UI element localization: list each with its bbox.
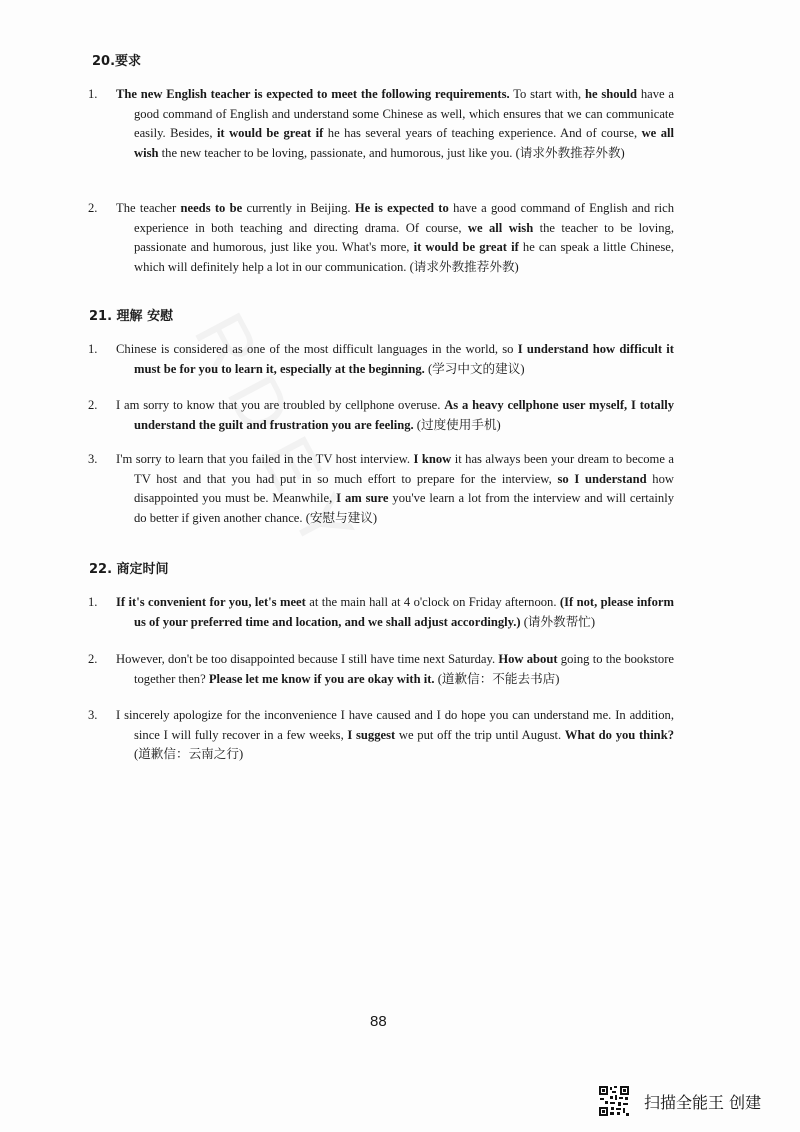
emphasized-phrase: What do you think? <box>564 727 674 742</box>
text-run: going to the bookstore together then? <box>134 652 674 686</box>
text-run: Chinese is considered as one of the most difficult languages in the world, so <box>116 342 518 356</box>
item-number: 3. <box>88 708 98 722</box>
section-heading-22: 22. 商定时间 <box>89 562 169 577</box>
text-run: However, don't be too disappointed because I still have time next Saturday. <box>116 652 499 666</box>
emphasized-phrase: I suggest <box>347 727 396 742</box>
text-run: the new teacher to be loving, passionate, and humorous, just like you. (请求外教推荐外教) <box>158 145 625 160</box>
text-run: how disappointed you must be. Meanwhile, <box>134 471 674 505</box>
text-run: it has always been your dream to become a TV host and that you had put in so much effort to prepare for the interview, <box>134 452 674 486</box>
emphasized-phrase: we all wish <box>467 220 534 235</box>
emphasized-phrase: he should <box>584 87 638 101</box>
emphasized-phrase: If it's convenient for you, let's meet <box>116 595 306 609</box>
emphasized-phrase: needs to be <box>180 201 243 215</box>
item-number: 1. <box>88 342 98 356</box>
item-text <box>116 396 674 435</box>
text-run: at the main hall at 4 o'clock on Friday afternoon. <box>305 595 560 609</box>
text-run: (学习中文的建议) <box>424 361 525 376</box>
text-run: have a good command of English and understand some Chinese as well, which ensures that we can communicate easily. Besides, <box>134 87 675 140</box>
emphasized-phrase: (If not, please inform us of your preferred time and location, and we shall adjust accordingly.) <box>134 595 674 629</box>
text-run: (道歉信：云南之行) <box>134 747 244 761</box>
emphasized-phrase: He is expected to <box>354 201 449 215</box>
text-run: To start with, <box>509 87 585 101</box>
text-run: currently in Beijing. <box>242 201 355 215</box>
item-text <box>116 199 675 277</box>
item-number: 3. <box>88 452 98 466</box>
section-heading-21: 21. 理解 安慰 <box>89 309 174 324</box>
text-run: have a good command of English and rich experience in both teaching and directing drama. Of course, <box>134 201 674 235</box>
emphasized-phrase: it would be great if <box>216 126 324 140</box>
text-run: (请外教帮忙) <box>520 614 596 629</box>
text-run: The teacher <box>116 201 181 215</box>
text-run: (过度使用手机) <box>413 417 501 432</box>
text-run: we put off the trip until August. <box>395 727 565 742</box>
scanner-footer <box>598 1083 761 1119</box>
text-run: the teacher to be loving, passionate and humorous, just like you. What's more, <box>134 220 674 254</box>
item-text <box>116 706 674 765</box>
emphasized-phrase: I know <box>413 452 452 466</box>
emphasized-phrase: How about <box>498 652 558 666</box>
item-number: 2. <box>88 201 98 215</box>
scanner-credit: 扫描全能王 创建 <box>644 1092 762 1112</box>
emphasized-phrase: I understand how difficult it must be for you to learn it, especially at the beginning. <box>134 342 675 376</box>
emphasized-phrase: As a heavy cellphone user myself, I totally understand the guilt and frustration you are feeling. <box>134 398 674 432</box>
item-number: 2. <box>88 398 98 412</box>
item-text <box>116 650 674 689</box>
page-number: 88 <box>370 1013 387 1030</box>
item-text <box>116 340 675 379</box>
emphasized-phrase: I am sure <box>336 491 389 505</box>
emphasized-phrase: The new English teacher is expected to meet the following requirements. <box>116 87 510 101</box>
text-run: I am sorry to know that you are troubled by cellphone overuse. <box>116 398 445 412</box>
item-text <box>116 450 674 528</box>
item-text <box>116 593 674 632</box>
item-text <box>116 85 675 163</box>
text-run: I'm sorry to learn that you failed in the TV host interview. <box>116 452 414 466</box>
emphasized-phrase: it would be great if <box>413 240 519 254</box>
section-heading-20: 20.要求 <box>92 54 142 69</box>
text-run: he can speak a little Chinese, which will definitely help a lot in our communication. (请求外教推荐外教) <box>134 240 675 274</box>
emphasized-phrase: we all wish <box>134 126 674 160</box>
qr-code-icon <box>598 1085 630 1117</box>
emphasized-phrase: Please let me know if you are okay with it. <box>208 671 435 686</box>
item-number: 1. <box>88 87 98 101</box>
emphasized-phrase: so I understand <box>557 471 647 486</box>
item-number: 2. <box>88 652 98 666</box>
text-run: he has several years of teaching experience. And of course, <box>323 126 642 140</box>
text-run: you've learn a lot from the interview and will certainly do better if given another chance. (安慰与建议) <box>134 491 674 525</box>
text-run: I sincerely apologize for the inconvenience I have caused and I do hope you can understand me. In addition, since I will fully recover in a few weeks, <box>116 708 674 742</box>
text-run: (道歉信：不能去书店) <box>434 671 560 686</box>
item-number: 1. <box>88 595 98 609</box>
